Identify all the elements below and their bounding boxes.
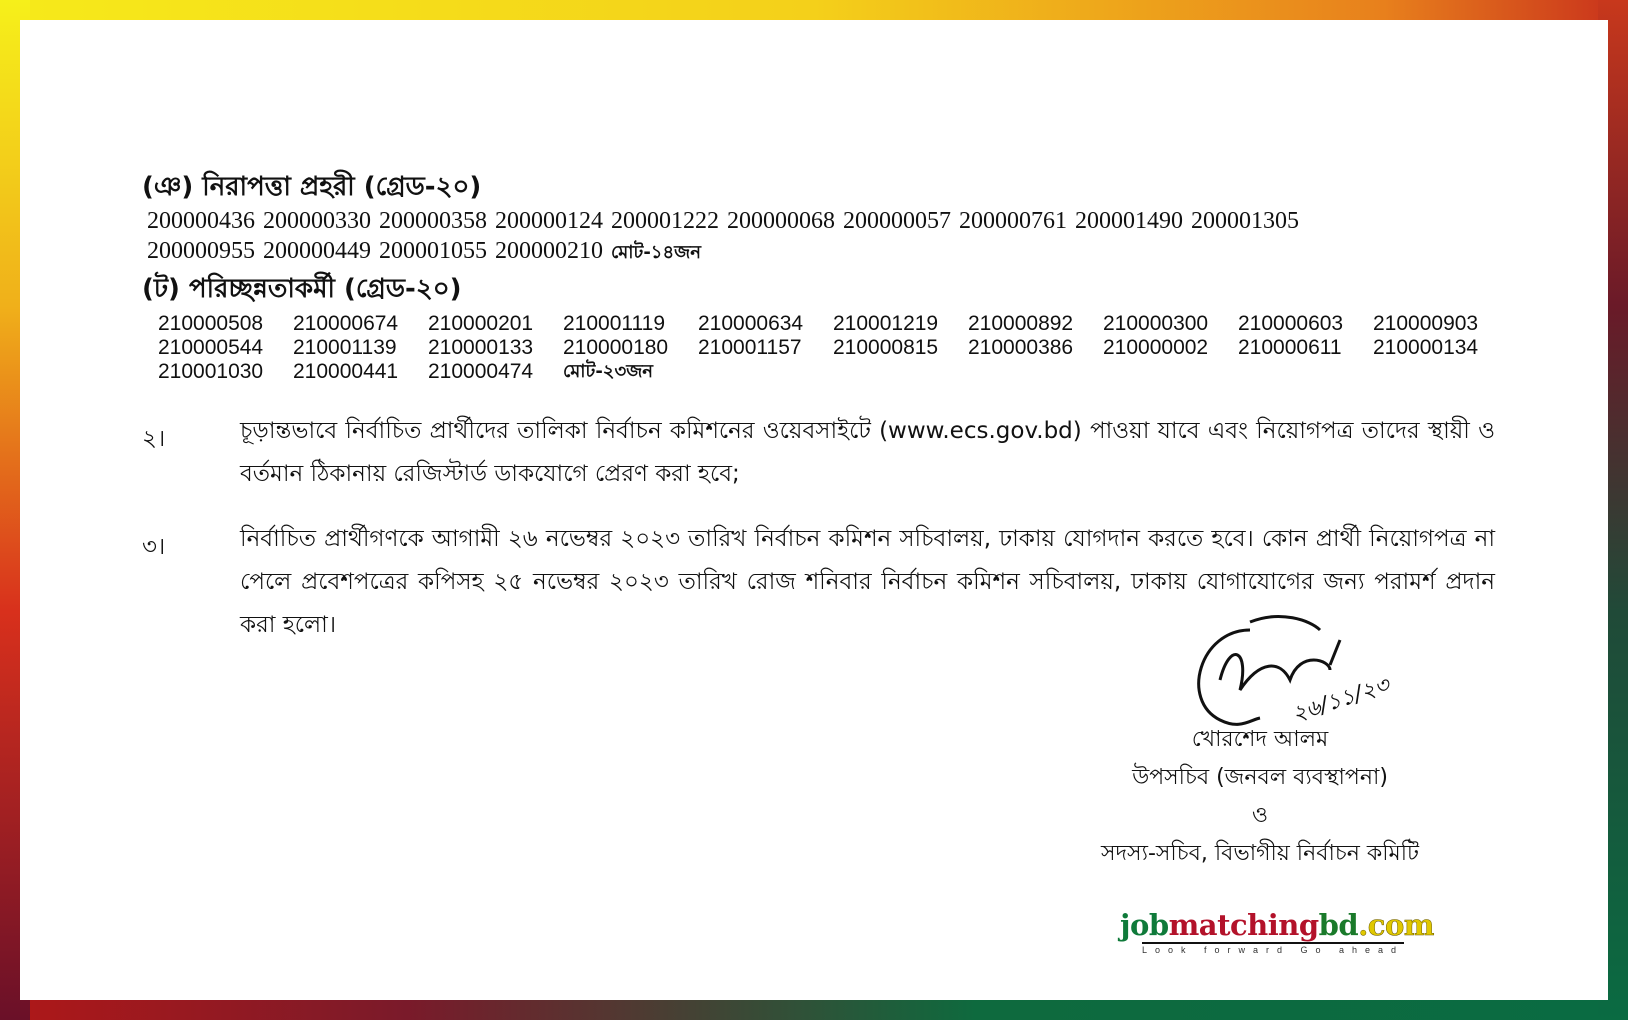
roll-number: 200000124 <box>495 208 603 234</box>
roll-number: 210000441 <box>293 360 399 383</box>
roll-number: 200000210 <box>495 238 603 264</box>
watermark-logo: jobmatchingbd.com <box>1120 908 1434 942</box>
section-a-row2 <box>147 238 701 269</box>
roll-number: 210000300 <box>1103 312 1209 335</box>
roll-number: 210000903 <box>1373 312 1479 335</box>
roll-number: 210000603 <box>1238 312 1344 335</box>
roll-number: 210001157 <box>698 336 802 359</box>
roll-number: 200001490 <box>1075 208 1183 234</box>
signature-date: ২৬/১১/২৩ <box>1289 672 1393 728</box>
roll-number: 200000449 <box>263 238 371 264</box>
handwritten-signature <box>1180 610 1440 740</box>
roll-number: 200000068 <box>727 208 835 234</box>
roll-number: 210000386 <box>968 336 1074 359</box>
roll-number: 200001222 <box>611 208 719 234</box>
roll-number: 200001055 <box>379 238 487 264</box>
roll-number: 210000133 <box>428 336 534 359</box>
roll-number: 210000544 <box>158 336 264 359</box>
roll-number: 210000634 <box>698 312 804 335</box>
signatory-and: ও <box>1251 803 1269 828</box>
roll-number: 210000508 <box>158 312 264 335</box>
section-a-heading: (ঞ) নিরাপত্তা প্রহরী (গ্রেড-২০) <box>142 172 482 202</box>
roll-number: 210000002 <box>1103 336 1209 359</box>
roll-number: 210000815 <box>833 336 939 359</box>
roll-number: 200000358 <box>379 208 487 234</box>
roll-number: 200000761 <box>959 208 1067 234</box>
roll-number: 200000330 <box>263 208 371 234</box>
roll-number: 210001030 <box>158 360 264 383</box>
roll-number: 210001219 <box>833 312 939 335</box>
signatory-role: সদস্য-সচিব, বিভাগীয় নির্বাচন কমিটি <box>1100 841 1420 866</box>
roll-number: 210001119 <box>563 312 665 335</box>
section-b-id-grid <box>158 312 1508 384</box>
roll-number: 200000955 <box>147 238 255 264</box>
roll-number: 210000201 <box>428 312 534 335</box>
paragraph-2-text: চূড়ান্তভাবে নির্বাচিত প্রার্থীদের তালিকা নির্বাচন কমিশনের ওয়েবসাইটে (www.ecs.gov.bd) পাওয়া যাবে এবং নিয়োগপত্র তাদের স্থায়ী ও বর্তমান ঠিকানায় রেজিস্টার্ড ডাকযোগে প্রেরণ করা হবে; <box>240 418 1495 487</box>
roll-number: 210000134 <box>1373 336 1479 359</box>
roll-number: 210000674 <box>293 312 399 335</box>
roll-number: 200001305 <box>1191 208 1299 234</box>
document-page <box>20 20 1608 1000</box>
paragraph-3-text: নির্বাচিত প্রার্থীগণকে আগামী ২৬ নভেম্বর ২০২৩ তারিখ নির্বাচন কমিশন সচিবালয়, ঢাকায় যোগদান করতে হবে। কোন প্রার্থী নিয়োগপত্র না পেলে প্রবেশপত্রের কপিসহ ২৫ নভেম্বর ২০২৩ তারিখ রোজ শনিবার নির্বাচন কমিশন সচিবালয়, ঢাকায় যোগাযোগের জন্য পরামর্শ প্রদান করা হলো। <box>240 526 1495 638</box>
paragraph-3-number: ৩। <box>142 534 166 560</box>
roll-number: 200000436 <box>147 208 255 234</box>
roll-number: 210000474 <box>428 360 534 383</box>
section-a-row1 <box>147 208 1299 235</box>
paragraph-2-number: ২। <box>142 426 166 452</box>
roll-number: 210001139 <box>293 336 397 359</box>
roll-number: 200000057 <box>843 208 951 234</box>
roll-number: 210000892 <box>968 312 1074 335</box>
roll-number: 210000611 <box>1238 336 1342 359</box>
watermark-tagline: Look forward Go ahead <box>1142 942 1404 955</box>
signatory-designation: উপসচিব (জনবল ব্যবস্থাপনা) <box>1132 765 1388 790</box>
section-b-heading: (ট) পরিচ্ছন্নতাকর্মী (গ্রেড-২০) <box>142 274 462 304</box>
section-a-total: মোট-১৪জন <box>611 242 702 263</box>
section-b-total: মোট-২৩জন <box>563 361 654 382</box>
signatory-name: খোরশেদ আলম <box>1191 727 1329 752</box>
section-a-row2-ids <box>147 238 611 264</box>
roll-number: 210000180 <box>563 336 669 359</box>
